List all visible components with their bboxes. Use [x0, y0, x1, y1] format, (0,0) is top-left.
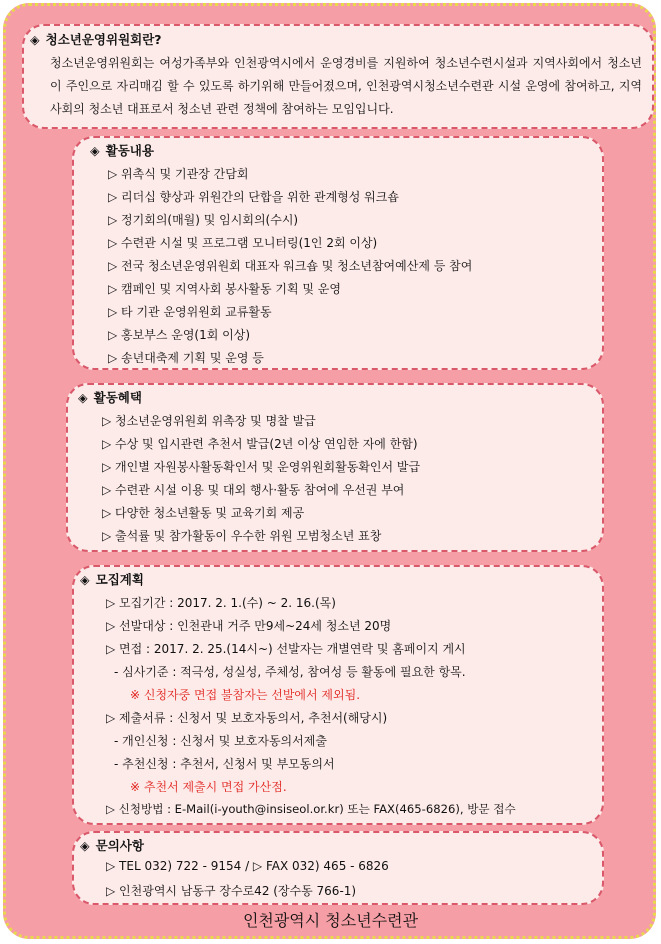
contact-section: [72, 831, 604, 905]
recruit-interview: ▷ 면접 : 2017. 2. 25.(14시~) 선발자는 개별연락 및 홈페이지 게시: [106, 642, 466, 656]
organization-name: 인천광역시 청소년수련관: [242, 911, 419, 930]
contact-address: ▷ 인천광역시 남동구 장수로42 (장수동 766-1): [106, 884, 357, 898]
diamond-dot-icon: ◈: [80, 572, 90, 587]
list-item: ▷ 개인별 자원봉사활동확인서 및 운영위원회활동확인서 발급: [102, 460, 421, 474]
intro-heading: ◈ 청소년운영위원회란?: [30, 32, 162, 47]
recruit-docs-personal: - 개인신청 : 신청서 및 보호자동의서제출: [114, 734, 327, 748]
list-item: ▷ 리더십 향상과 위원간의 단합을 위한 관계형성 워크숍: [108, 190, 399, 204]
benefits-heading: ◈ 활동혜택: [78, 390, 142, 405]
contact-heading: ◈ 문의사항: [80, 838, 144, 853]
list-item: ▷ 홍보부스 운영(1회 이상): [108, 328, 250, 342]
recruit-docs-recommend: - 추천신청 : 추천서, 신청서 및 부모동의서: [114, 757, 335, 771]
diamond-dot-icon: ◈: [30, 32, 40, 47]
recruit-criteria: - 심사기준 : 적극성, 성실성, 주체성, 참여성 등 활동에 필요한 항목.: [114, 665, 466, 679]
recruit-section: [72, 565, 604, 825]
list-item: ▷ 정기회의(매월) 및 임시회의(수시): [108, 213, 299, 227]
list-item: ▷ 수상 및 입시관련 추천서 발급(2년 이상 연임한 자에 한함): [102, 437, 418, 451]
recruit-note-recommend: ※ 추천서 제출시 면접 가산점.: [130, 780, 287, 794]
intro-section: [22, 24, 654, 129]
activities-heading: ◈ 활동내용: [90, 143, 154, 158]
recruit-period: ▷ 모집기간 : 2017. 2. 1.(수) ~ 2. 16.(목): [106, 596, 336, 610]
list-item: ▷ 수련관 시설 및 프로그램 모니터링(1인 2회 이상): [108, 236, 378, 250]
list-item: ▷ 타 기관 운영위원회 교류활동: [108, 305, 272, 319]
list-item: ▷ 다양한 청소년활동 및 교육기회 제공: [102, 506, 305, 520]
list-item: ▷ 위촉식 및 기관장 간담회: [108, 167, 249, 181]
diamond-dot-icon: ◈: [80, 838, 90, 853]
diamond-dot-icon: ◈: [78, 390, 88, 405]
recruit-docs: ▷ 제출서류 : 신청서 및 보호자동의서, 추천서(해당시): [106, 711, 388, 725]
list-item: ▷ 송년대축제 기획 및 운영 등: [108, 351, 264, 365]
list-item: ▷ 수련관 시설 이용 및 대외 행사·활동 참여에 우선권 부여: [102, 483, 405, 497]
recruit-target: ▷ 선발대상 : 인천관내 거주 만9세~24세 청소년 20명: [106, 619, 392, 633]
recruit-heading: ◈ 모집계획: [80, 572, 144, 587]
activities-section: [72, 136, 604, 370]
list-item: ▷ 청소년운영위원회 위촉장 및 명찰 발급: [102, 414, 316, 428]
recruit-note-interview: ※ 신청자중 면접 불참자는 선발에서 제외됨.: [130, 688, 361, 702]
intro-text: 청소년운영위원회는 여성가족부와 인천광역시에서 운영경비를 지원하여 청소년수련시설과 지역사회에서 청소년이 주인으로 자리매김 할 수 있도록 하기위해 만들어졌으며, 인천광역시청소년수련관 시설 운영에 참여하고, 지역 사회의 청소년 대표로서 청소년 관련 정책에 참여하는 모임입니다.: [50, 56, 642, 116]
contact-phone-fax: ▷ TEL 032) 722 - 9154 / ▷ FAX 032) 465 - 6826: [106, 859, 389, 873]
diamond-dot-icon: ◈: [90, 143, 100, 158]
list-item: ▷ 전국 청소년운영위원회 대표자 워크숍 및 청소년참여예산제 등 참여: [108, 259, 473, 273]
list-item: ▷ 캠페인 및 지역사회 봉사활동 기획 및 운영: [108, 282, 341, 296]
benefits-section: [66, 383, 604, 552]
recruit-method: ▷ 신청방법 : E-Mail(i-youth@insiseol.or.kr) 또는 FAX(465-6826), 방문 접수: [106, 802, 516, 816]
list-item: ▷ 출석률 및 참가활동이 우수한 위원 모범청소년 표창: [102, 529, 382, 543]
